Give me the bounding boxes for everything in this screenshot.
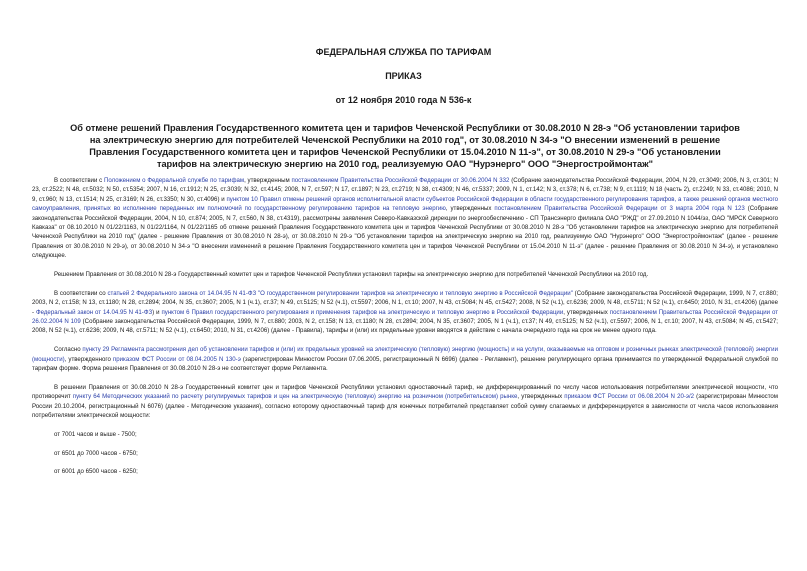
- text: , утвержденных: [517, 393, 565, 401]
- document-body: [32, 176, 778, 486]
- link-decree-109[interactable]: постановлением Правительства Российской Федерации от 26.02.2004 N 109: [32, 308, 779, 326]
- text: (зарегистрирован Минюстом России 07.06.2005, регистрационный N 6696) (далее - Регламент), решение регулирующего органа принимается по утвержденной Федеральной службой по тарифам форме. Форма решения Правления от 30.08.2010 N 28-э не соответствует форме Регламента.: [32, 355, 779, 373]
- paragraph-5: [32, 383, 778, 421]
- link-decree-332[interactable]: постановлением Правительства Российской Федерации от 30.06.2004 N 332: [291, 177, 510, 184]
- link-rules-point-6[interactable]: пунктом 6 Правил государственного регулирования и применения тарифов на электрическую и тепловую энергию в Российской Федерации: [161, 308, 564, 316]
- issuing-agency: ФЕДЕРАЛЬНАЯ СЛУЖБА ПО ТАРИФАМ: [315, 47, 492, 57]
- text: (Собрание законодательства Российской Федерации, 1999, N 7, ст.880; 2003, N 2, ст.158; N 13, ст.1180; N 28, ст.2894; 2004, N 35, ст.3607; 2005, N 1 (ч.1), ст.37; N 49, ст.5125; N 52 (ч.1), ст.5597; 2006, N 1, ст.10; 2007, N 43, ст.5084; N 45, ст.5427; 2008, N 52 (ч.1), ст.6236; 2009, N 48, ст.5711; N 52 (ч.1), ст.6450; 2010, N 31, ст.4206) (далее -: [32, 289, 778, 316]
- paragraph-2: Решением Правления от 30.08.2010 N 28-э Государственный комитет цен и тарифов Чеченской Республики установил тарифы на электрическую энергию для потребителей Чеченской Республики на 2010 год.: [54, 271, 649, 279]
- text: (Собрание законодательства Российской Федерации, 1999, N 7, ст.880; 2003, N 2, ст.158; N 13, ст.1180; N 28, ст.2894; 2004, N 35, ст.3607; 2005, N 1 (ч.1), ст.37; N 49, ст.5125; N 52 (ч.1), ст.5597; 2006, N 1, ст.10; 2007, N 43, ст.5084; N 45, ст.5427; 2008, N 52 (ч.1), ст.6236; 2009, N 48, ст.5711; N 52 (ч.1), ст.6450; 2010, N 31, ст.4206) (далее - Правила), тарифы и (или) их предельные уровни вводятся в действие с начала очередного года на срок не менее одного года.: [32, 318, 778, 335]
- document-type: ПРИКАЗ: [385, 71, 422, 81]
- paragraph-4: [32, 345, 778, 373]
- text: В решении Правления от 30.08.2010 N 28-э Государственный комитет цен и тарифов Чеченской Республики установил одноставочный тариф, не дифференцированный по числу часов использования потребителями электрической мощности, что противоречит: [32, 383, 778, 401]
- tier-item: от 6001 до 6500 часов - 6250;: [54, 468, 138, 476]
- link-regulation-point-29[interactable]: пункту 29 Регламента рассмотрения дел об установлении тарифов и (или) их предельных уровней на электрическую (тепловую) энергию (мощность) и на услуги, оказываемые на оптовом и розничных рынках электрической (тепловой) энергии (мощности): [32, 346, 778, 363]
- tier-item: от 7001 часов и выше - 7500;: [54, 430, 137, 438]
- tier-item: от 6501 до 7000 часов - 6750;: [54, 449, 138, 457]
- text: (Собрание законодательства Российской Федерации, 2004, N 29, ст.3049; 2006, N 3, ст.301; N 23, ст.2522; N 48, ст.5032; N 50, ст.5354; 2007, N 16, ст.1912; N 25, ст.3039; N 32, ст.4145; 2008, N 7, ст.597; N 17, ст.1897; N 23, ст.2719; N 38, ст.4309; N 46, ст.5337; 2009, N 1, ст.142; N 3, ст.378; N 6, ст.738; N 9, ст.1119; N 18 (часть 2), ст.2249; N 33, ст.4086; 2010, N 9, ст.960; N 13, ст.1514; N 25, ст.3169; N 26, ст.3350; N 30, ст.4096) и: [32, 177, 779, 203]
- text: , утвержденных: [445, 205, 495, 213]
- text: , утвержденных: [563, 308, 610, 316]
- link-order-20e2[interactable]: приказом ФСТ России от 06.08.2004 N 20-э/2: [564, 393, 695, 401]
- link-law-article-2[interactable]: статьей 2 Федерального закона от 14.04.95 N 41-ФЗ "О государственном регулировании тарифов на электрическую и тепловую энергию в Российской Федерации": [107, 289, 573, 297]
- text: В соответствии со: [54, 289, 108, 297]
- paragraph-1: [32, 176, 778, 261]
- link-decree-123[interactable]: постановлением Правительства Российской Федерации от 3 марта 2004 года N 123: [494, 205, 745, 213]
- link-law-41fz[interactable]: Федеральный закон от 14.04.95 N 41-ФЗ: [35, 308, 153, 316]
- paragraph-3: [32, 289, 778, 336]
- text: , утвержденным: [244, 177, 292, 184]
- link-rules-point-10[interactable]: пунктом 10 Правил отмены решений органов исполнительной власти субъектов Российской Федерации в области государственного регулирования тарифов, а также решений органов местного самоуправления, принятых во исполнение переданных им полномочий по государственному регулированию тарифов на тепловую энергию: [32, 195, 778, 213]
- text: (Собрание законодательства Российской Федерации, 2004, N 10, ст.874; 2005, N 7, ст.560, N 38, ст.4319), рассмотрены заявления Северо-Кавказской дирекции по энергообеспечению - СП Трансэнерго филиала ОАО "РЖД" от 27.09.2010 N 1044/эз, ОАО "МРСК Северного Кавказа" от 08.10.2010 N 01/22/1163, N 01/22/1164, N 01/22/1165 об отмене решений Правления Государственного комитета цен и тарифов Чеченской Республики от 30.08.2010 N 28-э "Об установлении тарифов на электрическую энергию для потребителей Чеченской Республики на 2010 год" (далее - решение Правления от 30.08.2010 N 28-э), от 30.08.2010 N 29-э "Об установлении тарифов на электрическую энергию на 2010 год, реализуемую ОАО "Нурэнерго" ООО "Энергостроймонтаж" (далее - решение Правления от 30.08.2010 N 29-э), от 30.08.2010 N 34-э "О внесении изменений в решение Правления Государственного комитета цен и тарифов Чеченской Республики от 15.04.2010 N 11-э" (далее - решение Правления от 30.08.2010 N 34-э), и установлено следующее.: [32, 205, 778, 260]
- text: В соответствии с: [54, 177, 104, 184]
- text: (зарегистрирован Минюстом России 20.10.2004, регистрационный N 6076) (далее - Методические указания), согласно которому одноставочный тариф для конечных потребителей представляет собой сумму слагаемых и дифференцируется в зависимости от числа часов использования потребителями электрической мощности:: [32, 393, 779, 420]
- text: ) и: [152, 308, 162, 316]
- text: Согласно: [54, 346, 83, 354]
- document-title: Об отмене решений Правления Государственного комитета цен и тарифов Чеченской Республики от 30.08.2010 N 28-э "Об установлении тарифов на электрическую энергию для потребителей Чеченской Республики на 2010 год", от 30.08.2010 N 34-э "О внесении изменений в решение Правления Государственного комитета цен и тарифов Чеченской Республики от 15.04.2010 N 11-э", от 30.08.2010 N 29-э "Об установлении тарифов на электрическую энергию на 2010 год, реализуемую ОАО "Нурэнерго" ООО "Энергостроймонтаж": [70, 123, 740, 169]
- link-fts-regulation[interactable]: Положением о Федеральной службе по тарифам: [103, 177, 245, 184]
- document-date-number: от 12 ноября 2010 года N 536-к: [335, 95, 472, 105]
- link-order-130e[interactable]: приказом ФСТ России от 08.04.2005 N 130-э: [112, 355, 241, 363]
- text: , утвержденного: [64, 355, 113, 363]
- link-guidelines-point-64[interactable]: пункту 64 Методических указаний по расчету регулируемых тарифов и цен на электрическую (тепловую) энергию на розничном (потребительском) рынке: [72, 393, 518, 401]
